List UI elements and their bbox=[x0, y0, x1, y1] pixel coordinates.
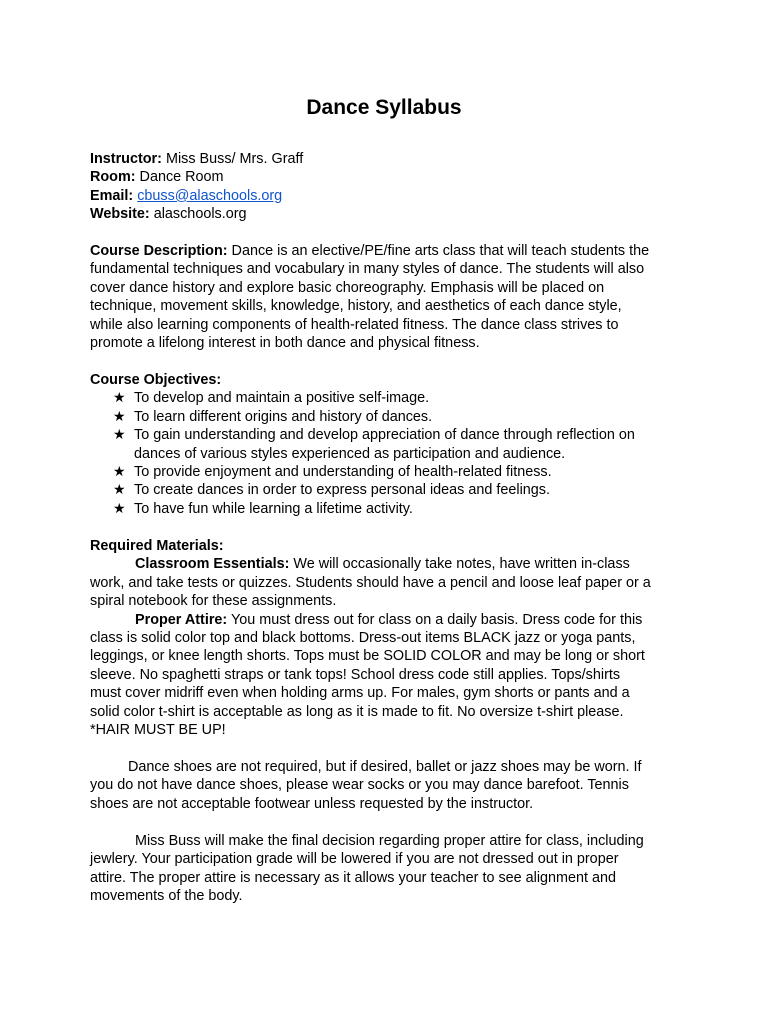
email-label: Email: bbox=[90, 187, 134, 204]
objective-text: To learn different origins and history of dances. bbox=[134, 408, 433, 425]
proper-attire-label: Proper Attire: bbox=[135, 611, 228, 628]
course-description bbox=[90, 242, 690, 352]
email-link[interactable]: cbuss@alaschools.org bbox=[137, 187, 283, 204]
final-line: attire. The proper attire is necessary as it allows your teacher to see alignment and bbox=[90, 869, 617, 886]
objective-text: To create dances in order to express personal ideas and feelings. bbox=[134, 482, 550, 499]
description-label: Course Description: bbox=[90, 243, 228, 259]
shoes-line: you do not have dance shoes, please wear socks or you may dance barefoot. Tennis bbox=[90, 777, 629, 794]
room-line bbox=[90, 168, 690, 186]
room-label: Room: bbox=[90, 169, 136, 186]
objective-text: To provide enjoyment and understanding of health-related fitness. bbox=[134, 463, 552, 480]
final-line: jewlery. Your participation grade will be lowered if you are not dressed out in proper bbox=[90, 851, 619, 868]
description-text: Dance is an elective/PE/fine arts class that will teach students the bbox=[227, 243, 650, 259]
instructor-value: Miss Buss/ Mrs. Graff bbox=[161, 151, 304, 167]
classroom-essentials-label: Classroom Essentials: bbox=[135, 556, 290, 573]
star-icon: ★ bbox=[113, 463, 126, 480]
star-icon: ★ bbox=[113, 500, 126, 517]
description-line: fundamental techniques and vocabulary in many styles of dance. The students will also bbox=[90, 261, 645, 278]
objective-item bbox=[90, 389, 690, 407]
proper-attire-text: You must dress out for class on a daily basis. Dress code for this bbox=[227, 611, 643, 628]
shoes-line: shoes are not acceptable footwear unless requested by the instructor. bbox=[90, 795, 534, 812]
description-line: cover dance history and explore basic choreography. Emphasis will be placed on bbox=[90, 279, 605, 296]
proper-attire-line: solid color t-shirt is acceptable as long as it is made to fit. No oversize t-shirt please. bbox=[90, 703, 624, 720]
star-icon: ★ bbox=[113, 408, 126, 425]
materials-heading: Required Materials: bbox=[90, 538, 224, 554]
proper-attire-line: must cover midriff even when holding arms up. For males, gym shorts or pants and a bbox=[90, 685, 630, 702]
classroom-essentials-line bbox=[90, 555, 690, 573]
objective-continuation: dances of various styles experienced as participation and audience. bbox=[134, 445, 566, 462]
description-line: promote a lifelong interest in both dance and physical fitness. bbox=[90, 334, 480, 351]
page-title: Dance Syllabus bbox=[306, 96, 462, 119]
star-icon: ★ bbox=[113, 482, 126, 499]
website-line bbox=[90, 205, 690, 223]
final-line: movements of the body. bbox=[90, 888, 243, 905]
classroom-essentials-line: work, and take tests or quizzes. Students should have a pencil and loose leaf paper or a bbox=[90, 574, 651, 591]
objective-text: To have fun while learning a lifetime activity. bbox=[134, 500, 413, 517]
objective-text: To gain understanding and develop appreciation of dance through reflection on bbox=[134, 427, 635, 444]
objective-item bbox=[90, 481, 690, 499]
final-line: Miss Buss will make the final decision regarding proper attire for class, including bbox=[135, 833, 644, 849]
objective-item bbox=[90, 463, 690, 481]
classroom-essentials-text: We will occasionally take notes, have written in-class bbox=[289, 556, 630, 573]
proper-attire-line: *HAIR MUST BE UP! bbox=[90, 721, 226, 738]
description-line: technique, movement skills, knowledge, history, and aesthetics of each dance style, bbox=[90, 298, 622, 315]
required-materials bbox=[90, 537, 690, 739]
objective-item bbox=[90, 500, 690, 518]
proper-attire-line bbox=[90, 611, 690, 629]
website-label: Website: bbox=[90, 206, 150, 223]
objective-item bbox=[90, 426, 690, 444]
website-value: alaschools.org bbox=[149, 206, 247, 223]
shoes-paragraph bbox=[90, 758, 690, 813]
proper-attire-line: leggings, or knee length shorts. Tops must be SOLID COLOR and may be long or short bbox=[90, 648, 645, 665]
description-line: while also learning components of health-related fitness. The dance class strives to bbox=[90, 316, 619, 333]
proper-attire-line: sleeve. No spaghetti straps or tank tops! School dress code still applies. Tops/shirts bbox=[90, 666, 621, 683]
proper-attire-line: class is solid color top and black bottoms. Dress-out items BLACK jazz or yoga pants, bbox=[90, 629, 636, 646]
instructor-line bbox=[90, 150, 690, 168]
classroom-essentials-line: spiral notebook for these assignments. bbox=[90, 593, 337, 610]
star-icon: ★ bbox=[113, 390, 126, 407]
instructor-label: Instructor: bbox=[90, 151, 162, 167]
shoes-line: Dance shoes are not required, but if desired, ballet or jazz shoes may be worn. If bbox=[128, 759, 642, 775]
objective-item bbox=[90, 408, 690, 426]
room-value: Dance Room bbox=[135, 169, 224, 186]
objectives-heading: Course Objectives: bbox=[90, 372, 222, 388]
star-icon: ★ bbox=[113, 427, 126, 444]
course-objectives bbox=[90, 371, 690, 518]
instructor-info bbox=[90, 150, 690, 224]
email-line bbox=[90, 187, 690, 205]
final-decision-paragraph bbox=[90, 832, 690, 906]
description-line bbox=[90, 242, 690, 260]
objective-text: To develop and maintain a positive self-image. bbox=[134, 390, 430, 407]
